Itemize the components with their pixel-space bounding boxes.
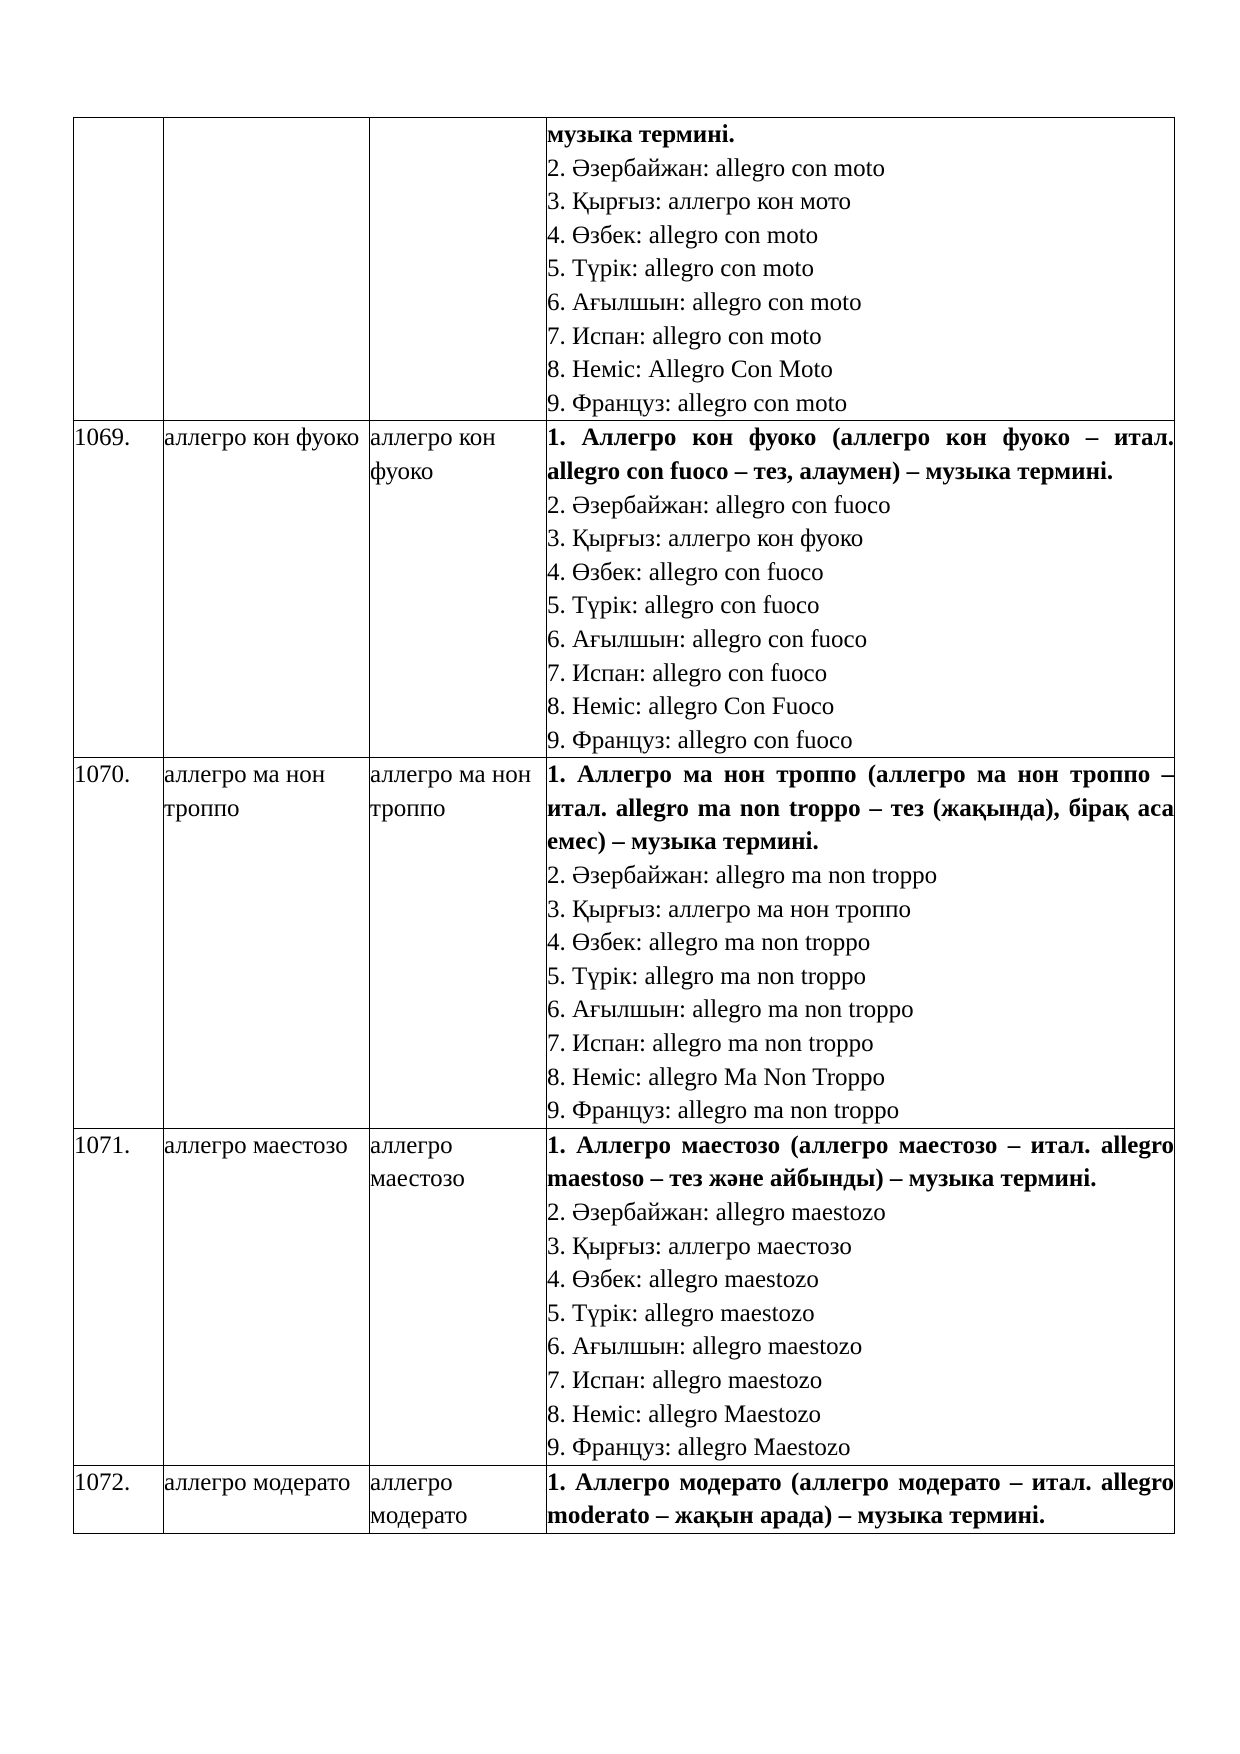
translation-line: 2. Әзербайжан: allegro maestozo: [547, 1199, 886, 1226]
translation-line: 4. Өзбек: allegro ma non troppo: [547, 929, 871, 957]
entry-number: [74, 118, 164, 421]
translation-line: 9. Француз: allegro con moto: [547, 389, 848, 417]
translation-line: 5. Түрік: allegro con fuoco: [547, 592, 820, 620]
entry-heading: 1. Аллегро кон фуоко (аллегро кон фуоко – итал. allegro con fuoco – тез, алаумен) – музыка термині.: [547, 424, 1174, 485]
translation-line: 9. Француз: allegro ma non troppo: [547, 1097, 900, 1125]
term-russian: аллегро модерато: [370, 1465, 547, 1533]
term-russian: аллегро кон фуоко: [370, 421, 547, 758]
entry-heading: музыка термині.: [547, 121, 735, 148]
term-kazakh: аллегро кон фуоко: [164, 421, 370, 758]
translation-line: 6. Ағылшын: allegro ma non troppo: [547, 996, 914, 1024]
translation-line: 8. Неміс: allegro Con Fuoco: [547, 693, 835, 721]
term-kazakh: аллегро маестозо: [164, 1128, 370, 1465]
entry-heading: 1. Аллегро ма нон троппо (аллегро ма нон троппо – итал. allegro ma non troppo – тез (жақында), бірақ аса емес) – музыка термині.: [547, 761, 1174, 856]
entry-number: 1069.: [74, 421, 164, 758]
entry-description: [547, 758, 1175, 1129]
term-russian: аллегро маестозо: [370, 1128, 547, 1465]
translation-line: 3. Қырғыз: аллегро ма нон троппо: [547, 895, 911, 923]
entry-number: 1071.: [74, 1128, 164, 1465]
translation-line: 7. Испан: allegro con fuoco: [547, 659, 828, 687]
table-row: [74, 758, 1175, 1129]
entry-heading: 1. Аллегро модерато (аллегро модерато – итал. allegro moderato – жақын арада) – музыка термині.: [547, 1468, 1174, 1530]
entry-description: [547, 1128, 1175, 1465]
translation-line: 5. Түрік: allegro maestozo: [547, 1299, 815, 1327]
entry-number: 1072.: [74, 1465, 164, 1533]
translation-line: 6. Ағылшын: allegro maestozo: [547, 1333, 863, 1361]
entry-description: [547, 1465, 1175, 1533]
entry-heading: 1. Аллегро маестозо (аллегро маестозо – итал. allegro maestoso – тез және айбынды) – музыка термині.: [547, 1131, 1174, 1193]
translation-line: 5. Түрік: allegro ma non troppo: [547, 962, 867, 990]
entry-description: [547, 118, 1175, 421]
translation-line: 3. Қырғыз: аллегро кон мото: [547, 188, 852, 216]
term-kazakh: аллегро модерато: [164, 1465, 370, 1533]
translation-line: 2. Әзербайжан: allegro con fuoco: [547, 491, 891, 519]
entry-number: 1070.: [74, 758, 164, 1129]
translation-line: 7. Испан: allegro con moto: [547, 322, 822, 350]
translation-line: 7. Испан: allegro ma non troppo: [547, 1030, 874, 1058]
translation-line: 4. Өзбек: allegro con fuoco: [547, 558, 824, 586]
translation-line: 9. Француз: allegro con fuoco: [547, 726, 853, 754]
translation-line: 4. Өзбек: allegro maestozo: [547, 1266, 819, 1294]
translation-line: 2. Әзербайжан: allegro con moto: [547, 154, 886, 182]
entry-description: [547, 421, 1175, 758]
table-row: [74, 1128, 1175, 1465]
translation-line: 4. Өзбек: allegro con moto: [547, 221, 819, 249]
table-row: [74, 421, 1175, 758]
term-kazakh: аллегро ма нон троппо: [164, 758, 370, 1129]
translation-line: 3. Қырғыз: аллегро маестозо: [547, 1232, 852, 1260]
term-russian: аллегро ма нон троппо: [370, 758, 547, 1129]
dictionary-table: [73, 117, 1175, 1534]
translation-line: 2. Әзербайжан: allegro ma non troppo: [547, 862, 938, 890]
term-russian: [370, 118, 547, 421]
translation-line: 5. Түрік: allegro con moto: [547, 255, 814, 283]
term-kazakh: [164, 118, 370, 421]
table-row: [74, 118, 1175, 421]
dictionary-table-body: [74, 118, 1175, 1534]
translation-line: 8. Неміс: allegro Maestozo: [547, 1400, 822, 1428]
translation-line: 8. Неміс: allegro Ma Non Troppo: [547, 1063, 886, 1091]
translation-line: 8. Неміс: Allegro Con Moto: [547, 356, 833, 384]
translation-line: 9. Француз: allegro Maestozo: [547, 1434, 851, 1462]
translation-line: 6. Ағылшын: allegro con moto: [547, 288, 862, 316]
translation-line: 3. Қырғыз: аллегро кон фуоко: [547, 525, 864, 553]
translation-line: 6. Ағылшын: allegro con fuoco: [547, 625, 868, 653]
translation-line: 7. Испан: allegro maestozo: [547, 1366, 823, 1394]
table-row: [74, 1465, 1175, 1533]
